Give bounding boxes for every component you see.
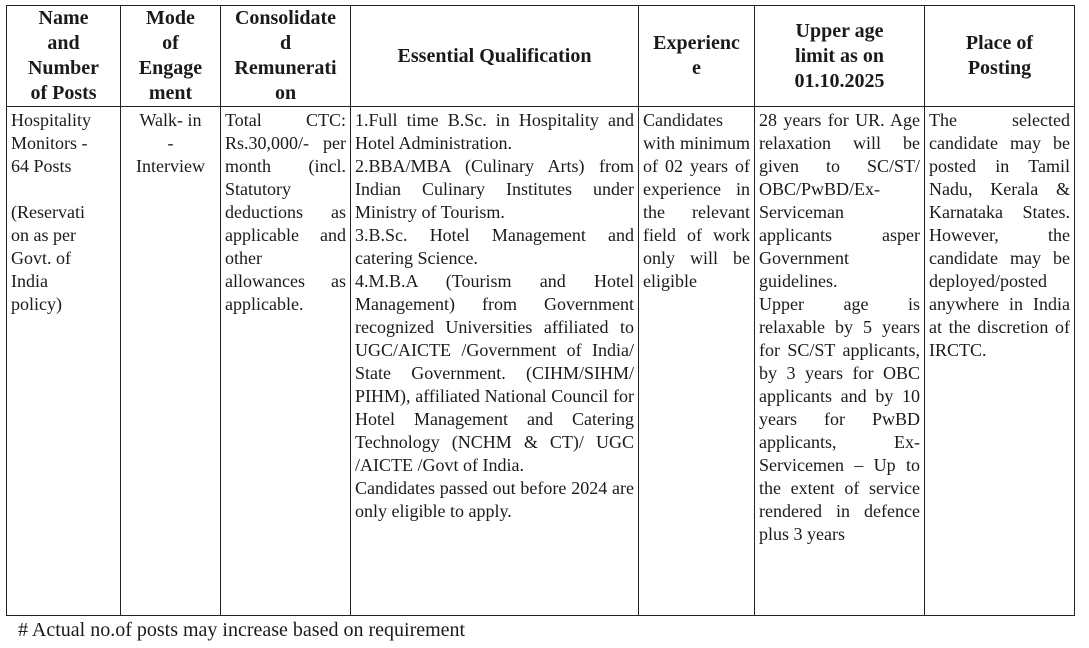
- footnote: # Actual no.of posts may increase based on requirement: [18, 619, 466, 641]
- recruitment-table: [6, 5, 1075, 616]
- header-mode: Mode of Engage ment: [121, 6, 221, 107]
- qualification-item: 4.M.B.A (Tourism and Hotel Management) from Government recognized Universities affiliated to UGC/AICTE /Government of India/ State Government. (CIHM/SIHM/ PIHM), affiliated National Council for Hotel Management and Catering Technology (NCHM & CT)/ UGC /AICTE /Govt of India.: [355, 271, 634, 475]
- age-paragraph: Upper age is relaxable by 5 years for SC/ST applicants, by 3 years for OBC applicants and by 10 years for PwBD applicants, Ex-Servicemen – Up to the extent of service rendered in defence plus 3 years: [759, 294, 920, 544]
- cell-age: [755, 107, 925, 616]
- cell-mode: Walk- in - Interview: [121, 107, 221, 616]
- header-name-posts: Name and Number of Posts: [7, 6, 121, 107]
- qualification-item: 2.BBA/MBA (Culinary Arts) from Indian Culinary Institutes under Ministry of Tourism.: [355, 156, 634, 222]
- table-row: [7, 107, 1075, 616]
- header-place: Place of Posting: [925, 6, 1075, 107]
- cell-place: The selected candidate may be posted in Tamil Nadu, Kerala & Karnataka States. However, the candidate may be deployed/posted anywhere in India at the discretion of IRCTC.: [925, 107, 1075, 616]
- qualification-item: 1.Full time B.Sc. in Hospitality and Hotel Administration.: [355, 110, 634, 153]
- age-paragraph: 28 years for UR. Age relaxation will be given to SC/ST/ OBC/PwBD/Ex-Serviceman applicants asper Government guidelines.: [759, 110, 920, 291]
- header-qualification: Essential Qualification: [351, 6, 639, 107]
- header-row: [7, 6, 1075, 107]
- qualification-item: 3.B.Sc. Hotel Management and catering Science.: [355, 225, 634, 268]
- header-remuneration: Consolidate d Remunerati on: [221, 6, 351, 107]
- header-age: Upper age limit as on 01.10.2025: [755, 6, 925, 107]
- cell-remuneration: Total CTC: Rs.30,000/- per month (incl. Statutory deductions as applicable and other allowances as applicable.: [221, 107, 351, 616]
- header-experience: Experienc e: [639, 6, 755, 107]
- cell-experience: Candidates with minimum of 02 years of experience in the relevant field of work only will be eligible: [639, 107, 755, 616]
- qualification-item: Candidates passed out before 2024 are only eligible to apply.: [355, 478, 634, 521]
- cell-name-posts: Hospitality Monitors - 64 Posts (Reservati on as per Govt. of India policy): [7, 107, 121, 616]
- reservation-note: (Reservati on as per Govt. of India policy): [11, 202, 85, 314]
- cell-qualification: [351, 107, 639, 616]
